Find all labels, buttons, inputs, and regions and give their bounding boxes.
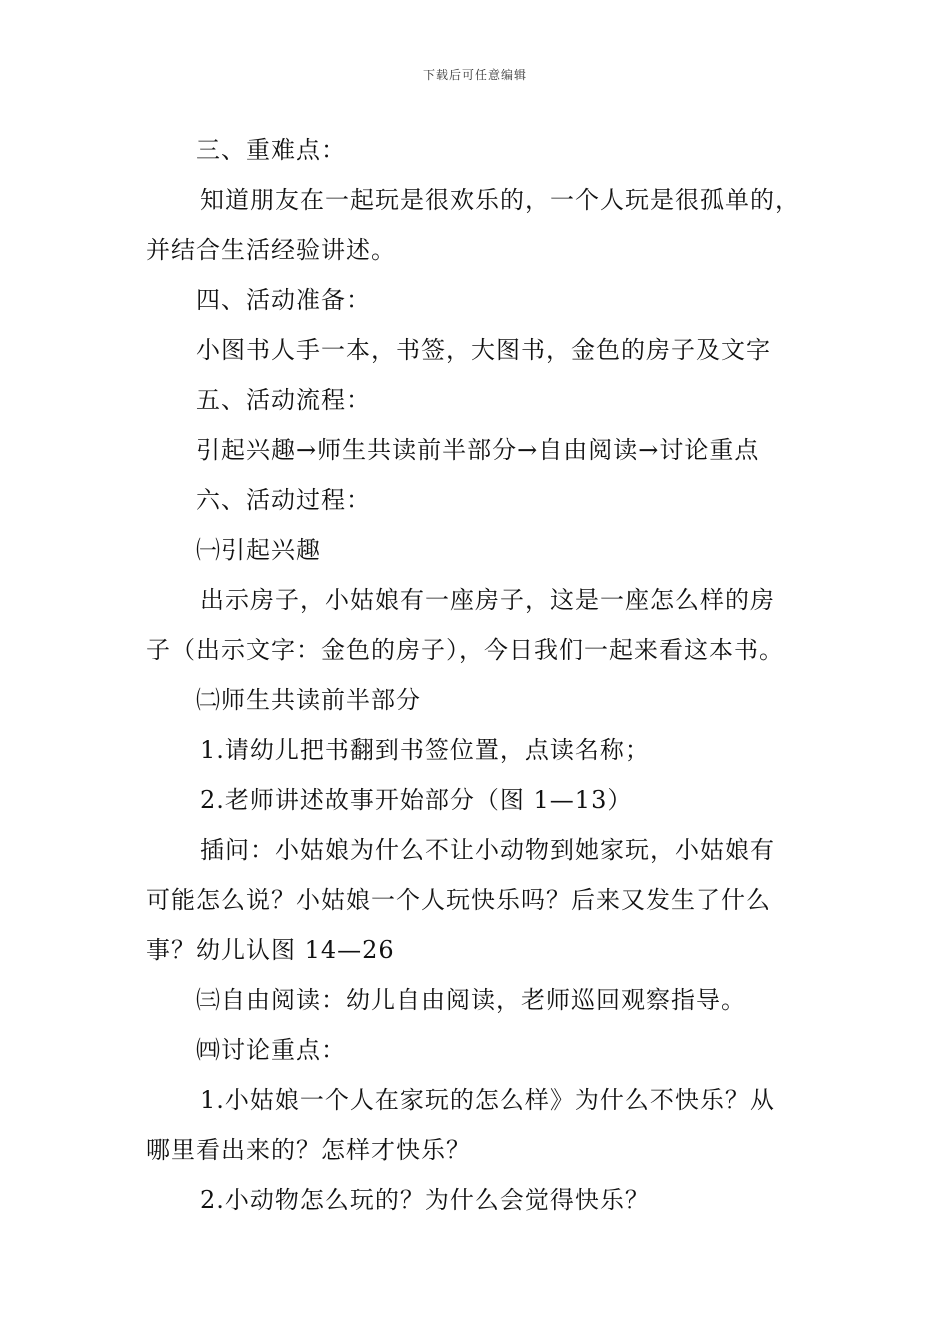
paragraph-line: 事？幼儿认图 14—26 bbox=[146, 936, 395, 964]
list-item: 1.请幼儿把书翻到书签位置，点读名称； bbox=[200, 736, 650, 764]
paragraph-line: 并结合生活经验讲述。 bbox=[146, 236, 396, 264]
heading-process: 六、活动过程： bbox=[196, 486, 371, 514]
heading-preparation: 四、活动准备： bbox=[196, 286, 371, 314]
subheading-shared-reading: ㈡师生共读前半部分 bbox=[196, 686, 421, 714]
subheading-discussion: ㈣讨论重点： bbox=[196, 1036, 346, 1064]
list-item: 2.老师讲述故事开始部分（图 1—13） bbox=[200, 786, 633, 814]
subheading-interest: ㈠引起兴趣 bbox=[196, 536, 321, 564]
paragraph-line: 引起兴趣→师生共读前半部分→自由阅读→讨论重点 bbox=[196, 436, 760, 464]
paragraph-line: 小图书人手一本，书签，大图书，金色的房子及文字 bbox=[196, 336, 771, 364]
paragraph-line: 出示房子，小姑娘有一座房子，这是一座怎么样的房 bbox=[200, 586, 775, 614]
heading-flow: 五、活动流程： bbox=[196, 386, 371, 414]
paragraph-line: 哪里看出来的？怎样才快乐？ bbox=[146, 1136, 471, 1164]
page-header-note: 下载后可任意编辑 bbox=[422, 68, 527, 82]
list-item: 2.小动物怎么玩的？为什么会觉得快乐？ bbox=[200, 1186, 650, 1214]
paragraph-line: 知道朋友在一起玩是很欢乐的，一个人玩是很孤单的， bbox=[200, 186, 800, 214]
paragraph-line: 插问：小姑娘为什么不让小动物到她家玩，小姑娘有 bbox=[200, 836, 775, 864]
heading-key-points: 三、重难点： bbox=[196, 136, 346, 164]
paragraph-line: 子（出示文字：金色的房子），今日我们一起来看这本书。 bbox=[146, 636, 784, 664]
subheading-free-reading: ㈢自由阅读：幼儿自由阅读，老师巡回观察指导。 bbox=[196, 986, 746, 1014]
list-item: 1.小姑娘一个人在家玩的怎么样》为什么不快乐？从 bbox=[200, 1086, 775, 1114]
paragraph-line: 可能怎么说？小姑娘一个人玩快乐吗？后来又发生了什么 bbox=[146, 886, 771, 914]
